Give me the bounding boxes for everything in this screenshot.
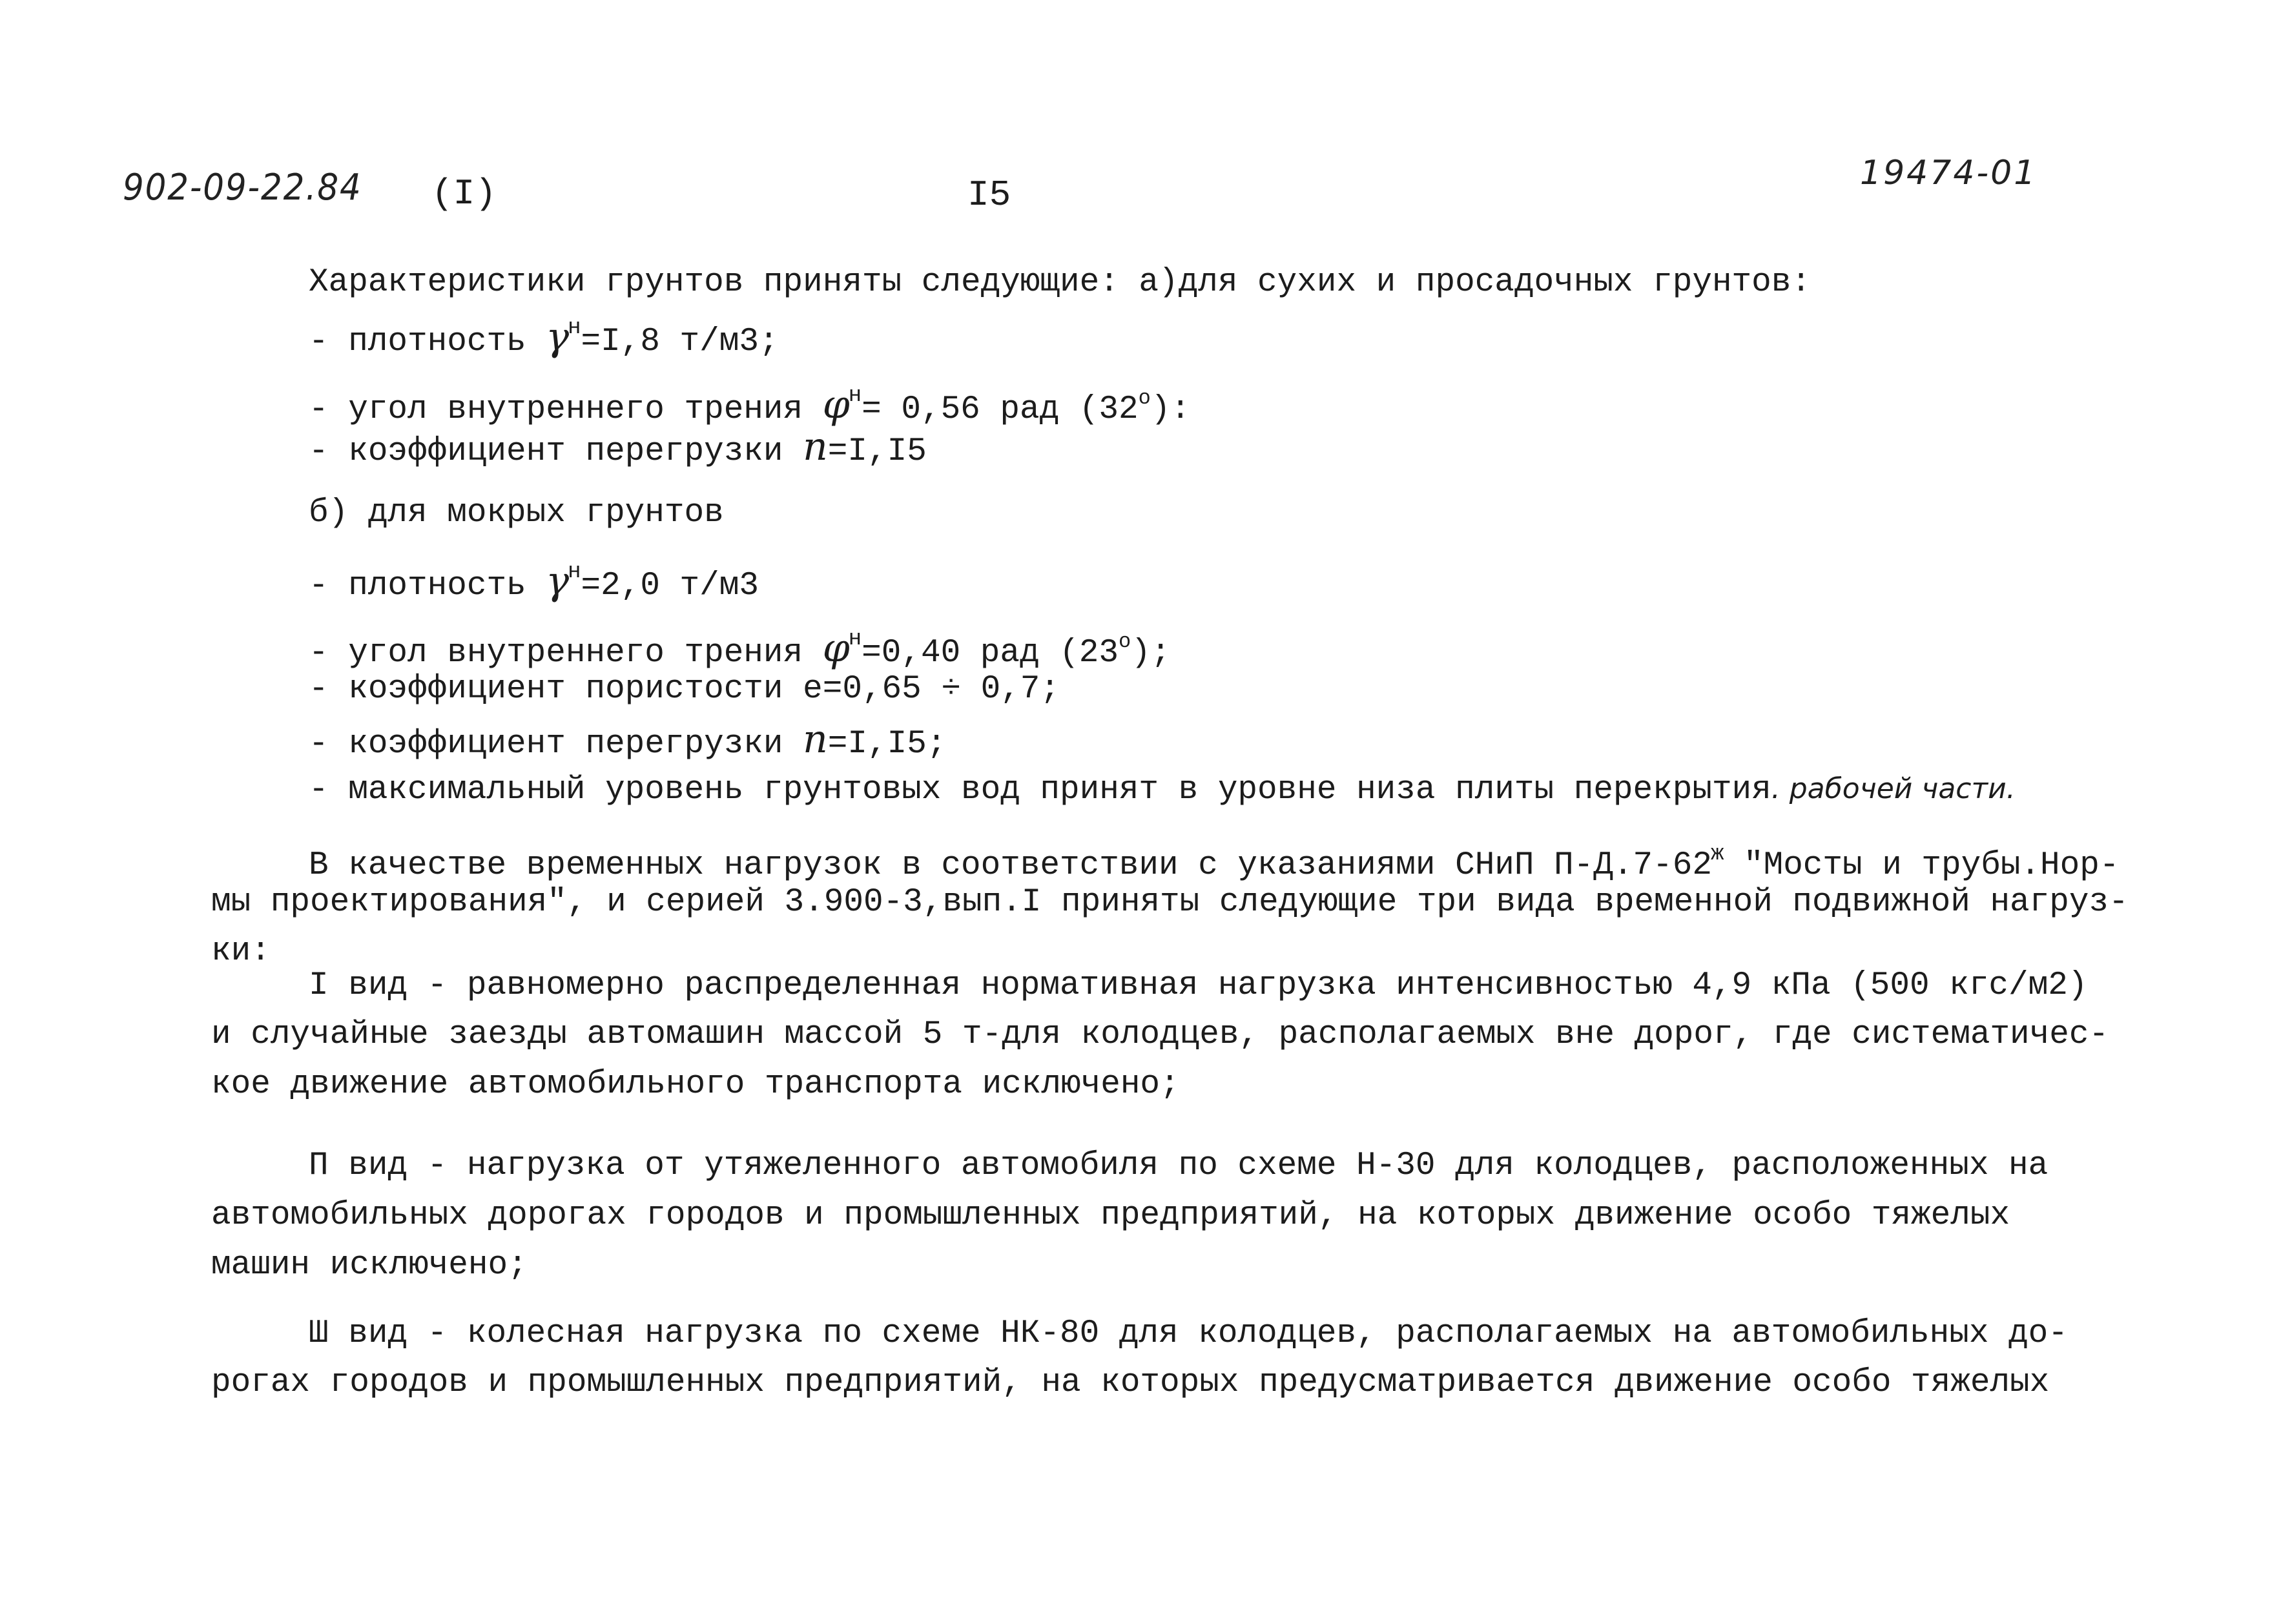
load-type-3-line-1: Ш вид - колесная нагрузка по схеме НК-80 для колодцев, располагаемых на автомобильных до- [309,1315,2068,1352]
loads-intro-text-cont: "Мосты и трубы.Нор- [1724,847,2120,884]
density-label: - плотность [309,568,546,604]
load-type-3-line-2: рогах городов и промышленных предприятий, на которых предусматривается движение особо тяжелых [211,1364,2050,1401]
dry-soil-overload-factor [309,424,927,471]
soil-characteristics-intro: Характеристики грунтов приняты следующие: а)для сухих и просадочных грунтов: [309,264,1811,301]
loads-intro-line-3: ки: [211,933,271,970]
sheet-number: I5 [967,174,1011,216]
phi-symbol: φ [822,382,850,427]
normative-superscript: н [848,627,862,652]
friction-tail: ); [1131,635,1171,672]
wet-soil-intro: б) для мокрых грунтов [309,495,724,531]
wet-soil-friction-angle [309,620,1170,673]
groundwater-level [309,770,2016,810]
gamma-symbol: γ [546,559,570,604]
overload-label: - коэффициент перегрузки [309,726,803,763]
degree-sign: о [1119,630,1131,653]
friction-label: - угол внутреннего трения [309,391,823,428]
volume-number: (I) [431,173,497,214]
n-symbol: n [803,717,828,762]
degree-sign: о [1138,386,1151,410]
inventory-number: 19474-01 [1860,154,2038,192]
load-type-2-line-2: автомобильных дорогах городов и промышленных предприятий, на которых движение особо тяжелых [211,1197,2010,1234]
load-type-2-line-3: машин исключено; [211,1247,528,1284]
friction-value: =0,40 рад (23 [862,635,1119,672]
document-code: 902-09-22.84 [123,167,362,209]
gamma-symbol: γ [546,314,570,360]
load-type-1-line-1: I вид - равномерно распределенная нормативная нагрузка интенсивностью 4,9 кПа (500 кгс/м2) [309,967,2088,1004]
loads-intro-line-2: мы проектирования", и серией 3.900-3,вып.I приняты следующие три вида временной подвижной нагруз- [211,884,2129,921]
dry-soil-density [309,309,779,362]
loads-intro-text: В качестве временных нагрузок в соответствии с указаниями СНиП П-Д.7-62 [309,847,1712,884]
friction-tail: ): [1150,391,1191,428]
groundwater-text: - максимальный уровень грунтовых вод принят в уровне низа плиты перекрытия [309,772,1771,808]
n-symbol: n [803,424,828,469]
overload-value: =I,I5 [827,433,927,470]
wet-soil-density [309,553,759,606]
overload-value: =I,I5; [827,726,947,763]
handwritten-addition: . рабочей части. [1771,772,2016,805]
normative-superscript: н [848,384,862,408]
dry-soil-friction-angle [309,376,1190,429]
friction-label: - угол внутреннего трения [309,635,823,672]
load-type-2-line-1: П вид - нагрузка от утяжеленного автомобиля по схеме Н-30 для колодцев, расположенных на [309,1147,2049,1184]
wet-soil-porosity: - коэффициент пористости е=0,65 ÷ 0,7; [309,671,1060,708]
loads-intro-line-1 [309,835,2119,885]
density-value: =I,8 т/м3; [581,324,779,360]
density-value: =2,0 т/м3 [581,568,759,604]
density-label: - плотность [309,324,546,360]
normative-superscript: н [568,560,581,584]
snip-superscript: ж [1710,842,1724,867]
overload-label: - коэффициент перегрузки [309,433,803,470]
load-type-1-line-3: кое движение автомобильного транспорта исключено; [211,1066,1180,1103]
load-type-1-line-2: и случайные заезды автомашин массой 5 т-для колодцев, располагаемых вне дорог, где систематичес- [211,1016,2109,1053]
friction-value: = 0,56 рад (32 [862,391,1139,428]
phi-symbol: φ [822,626,850,671]
normative-superscript: н [568,316,581,340]
wet-soil-overload-factor [309,717,947,764]
